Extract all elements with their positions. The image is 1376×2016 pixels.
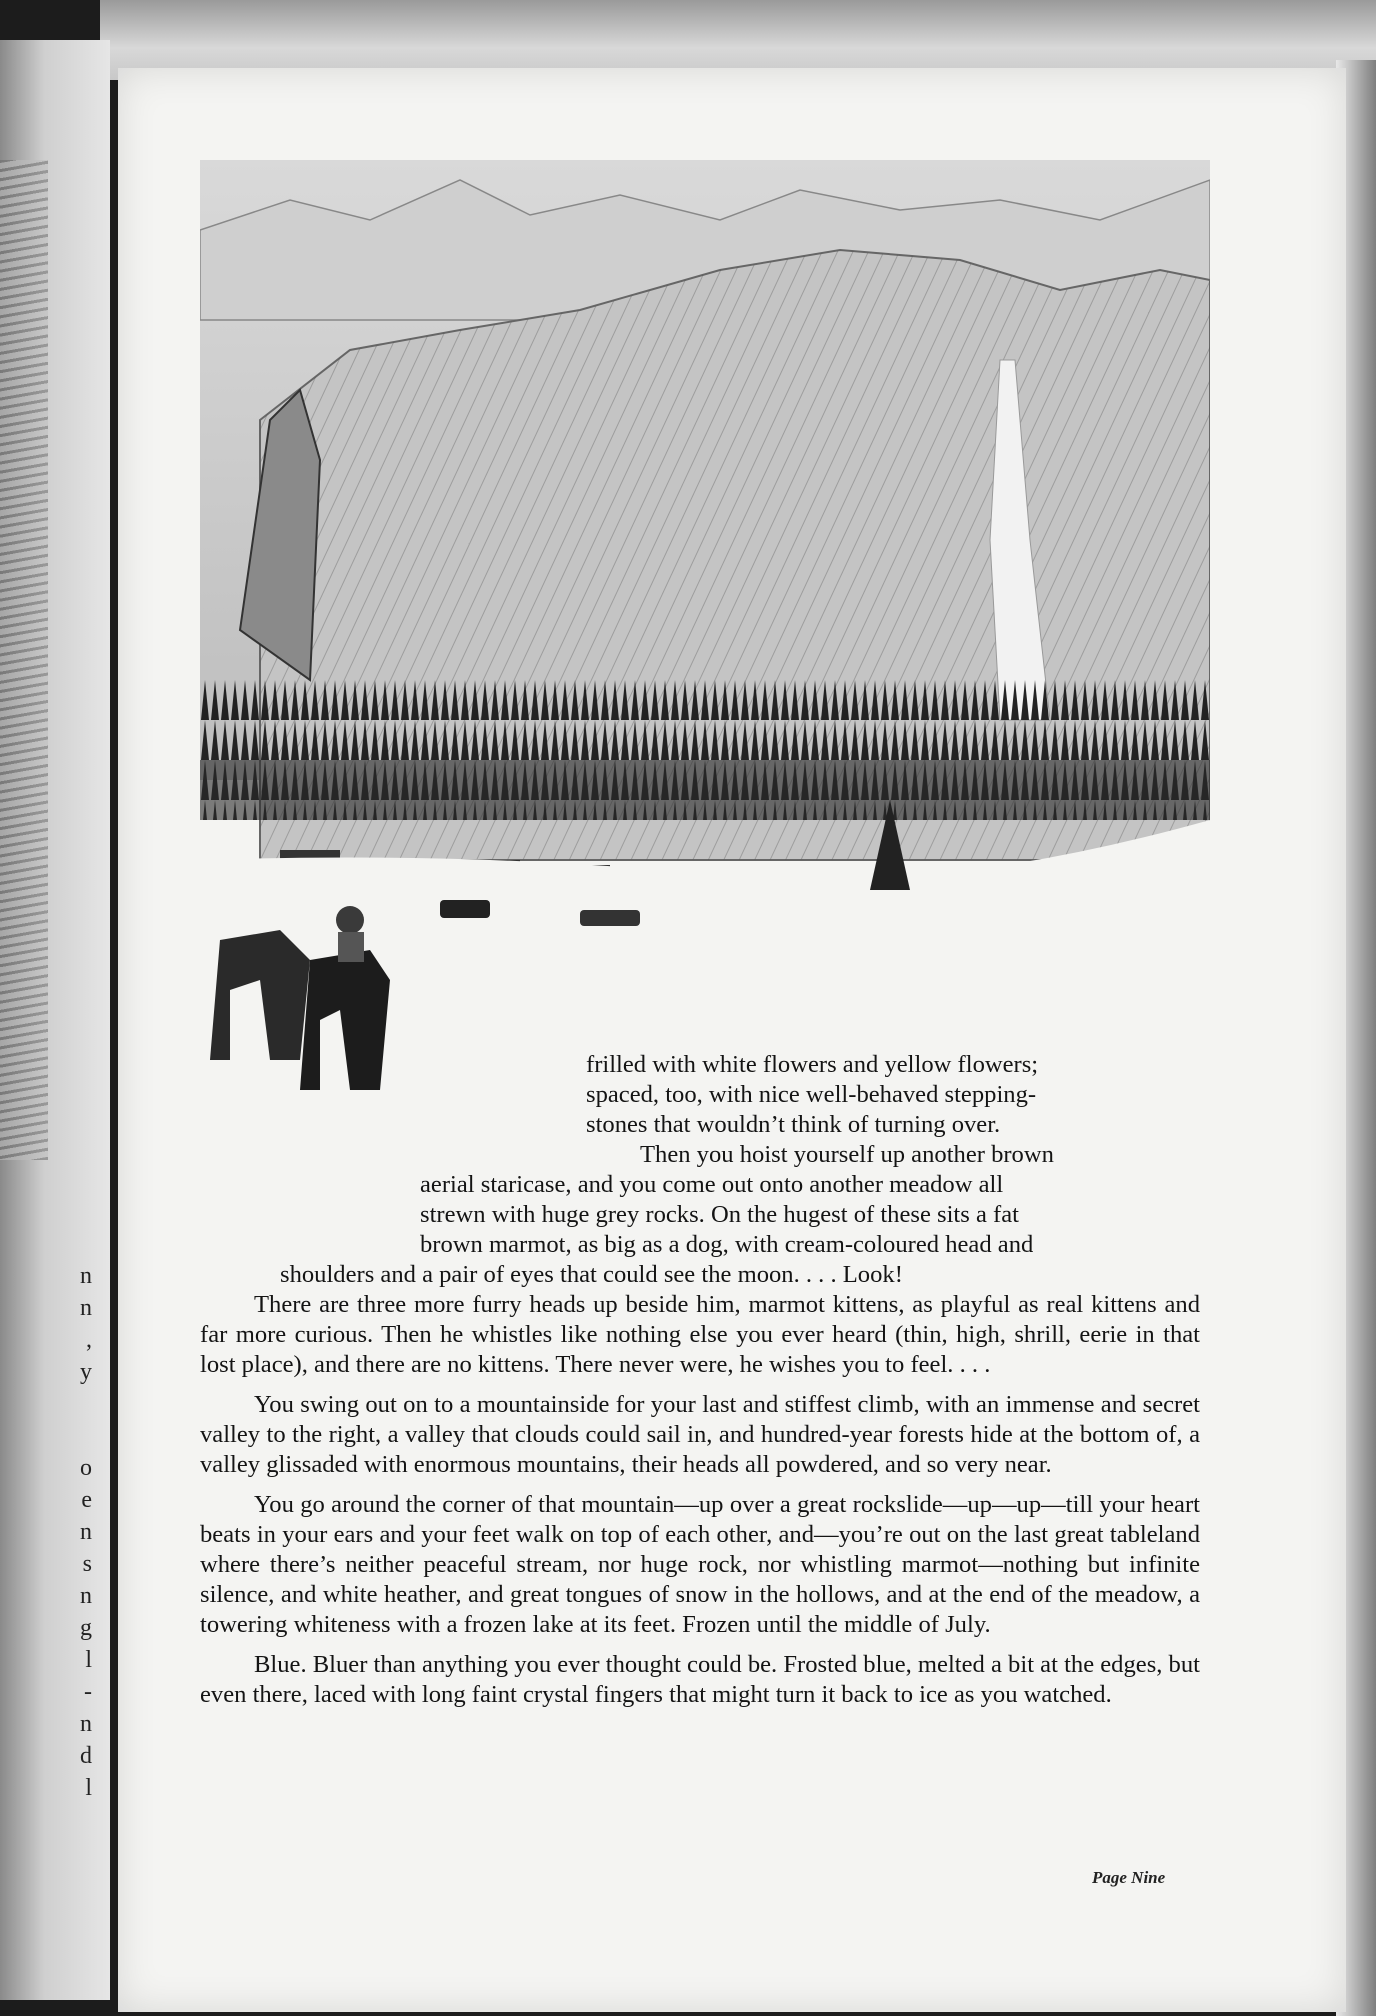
left-page-fragment: l [85, 1647, 92, 1673]
left-page-fragment: n [80, 1583, 92, 1609]
paragraph-marmots: There are three more furry heads up beside him, marmot kittens, as playful as real kittens and far more curious. Then he whistles like nothing else you ever heard (thin, high, shrill, eerie in that lost place), and there are no kittens. There never were, he wishes you to feel. . . . [200, 1291, 1200, 1378]
left-page-fragment: e [81, 1487, 92, 1513]
left-page-fragment: n [80, 1519, 92, 1545]
left-page-fragment: n [80, 1263, 92, 1289]
article-line: stones that wouldn’t think of turning over. [586, 1111, 1001, 1138]
left-page-fragment [80, 1388, 92, 1420]
article-line: frilled with white flowers and yellow flowers; [586, 1051, 1039, 1078]
illustration-drawing [200, 160, 1210, 1120]
left-page-fragment: y [80, 1359, 92, 1385]
left-page-illustration-fragment [0, 160, 48, 1160]
paragraph-blue: Blue. Bluer than anything you ever thought could be. Frosted blue, melted a bit at the edges, but even there, laced with long faint crystal fingers that might turn it back to ice as you watched. [200, 1651, 1200, 1708]
left-page-text-fragments [80, 1260, 92, 1804]
left-page-fragment: d [80, 1743, 92, 1769]
left-page-fragment: n [80, 1711, 92, 1737]
left-page-fragment: o [80, 1455, 92, 1481]
left-facing-page [0, 40, 110, 2000]
article-line: brown marmot, as big as a dog, with cream-coloured head and [420, 1231, 1034, 1258]
left-page-fragment: s [82, 1551, 92, 1577]
article-line: spaced, too, with nice well-behaved stepping- [586, 1081, 1037, 1108]
left-page-fragment: g [80, 1615, 92, 1641]
paragraph-valley: You swing out on to a mountainside for your last and stiffest climb, with an immense and secret valley to the right, a valley that clouds could sail in, and hundred-year forests hide at the bottom of, a valley glissaded with enormous mountains, their heads all powdered, and so very near. [200, 1391, 1200, 1478]
article-line: aerial staricase, and you come out onto another meadow all [420, 1171, 1004, 1198]
article-line: shoulders and a pair of eyes that could see the moon. . . . Look! [280, 1261, 903, 1288]
article-line: Then you hoist yourself up another brown [640, 1141, 1054, 1168]
left-page-fragment: n [80, 1295, 92, 1321]
paragraph-corner: You go around the corner of that mountain—up over a great rockslide—up—up—till your heart beats in your ears and your feet walk on top of each other, and—you’re out on the last great tableland where there’s neither peaceful stream, nor huge rock, nor whistling marmot—nothing but infinite silence, and white heather, and great tongues of snow in the hollows, and at the end of the meadow, a towering whiteness with a frozen lake at its feet. Frozen until the middle of July. [200, 1491, 1200, 1638]
left-page-fragment: - [84, 1679, 92, 1705]
left-page-fragment [80, 1420, 92, 1452]
article-line: strewn with huge grey rocks. On the hugest of these sits a fat [420, 1201, 1019, 1228]
article-body [200, 1050, 1200, 1710]
page-number: Page Nine [1092, 1868, 1166, 1887]
left-page-fragment: l [85, 1775, 92, 1801]
left-page-fragment: , [86, 1327, 92, 1353]
mountain-illustration [200, 160, 1210, 1120]
